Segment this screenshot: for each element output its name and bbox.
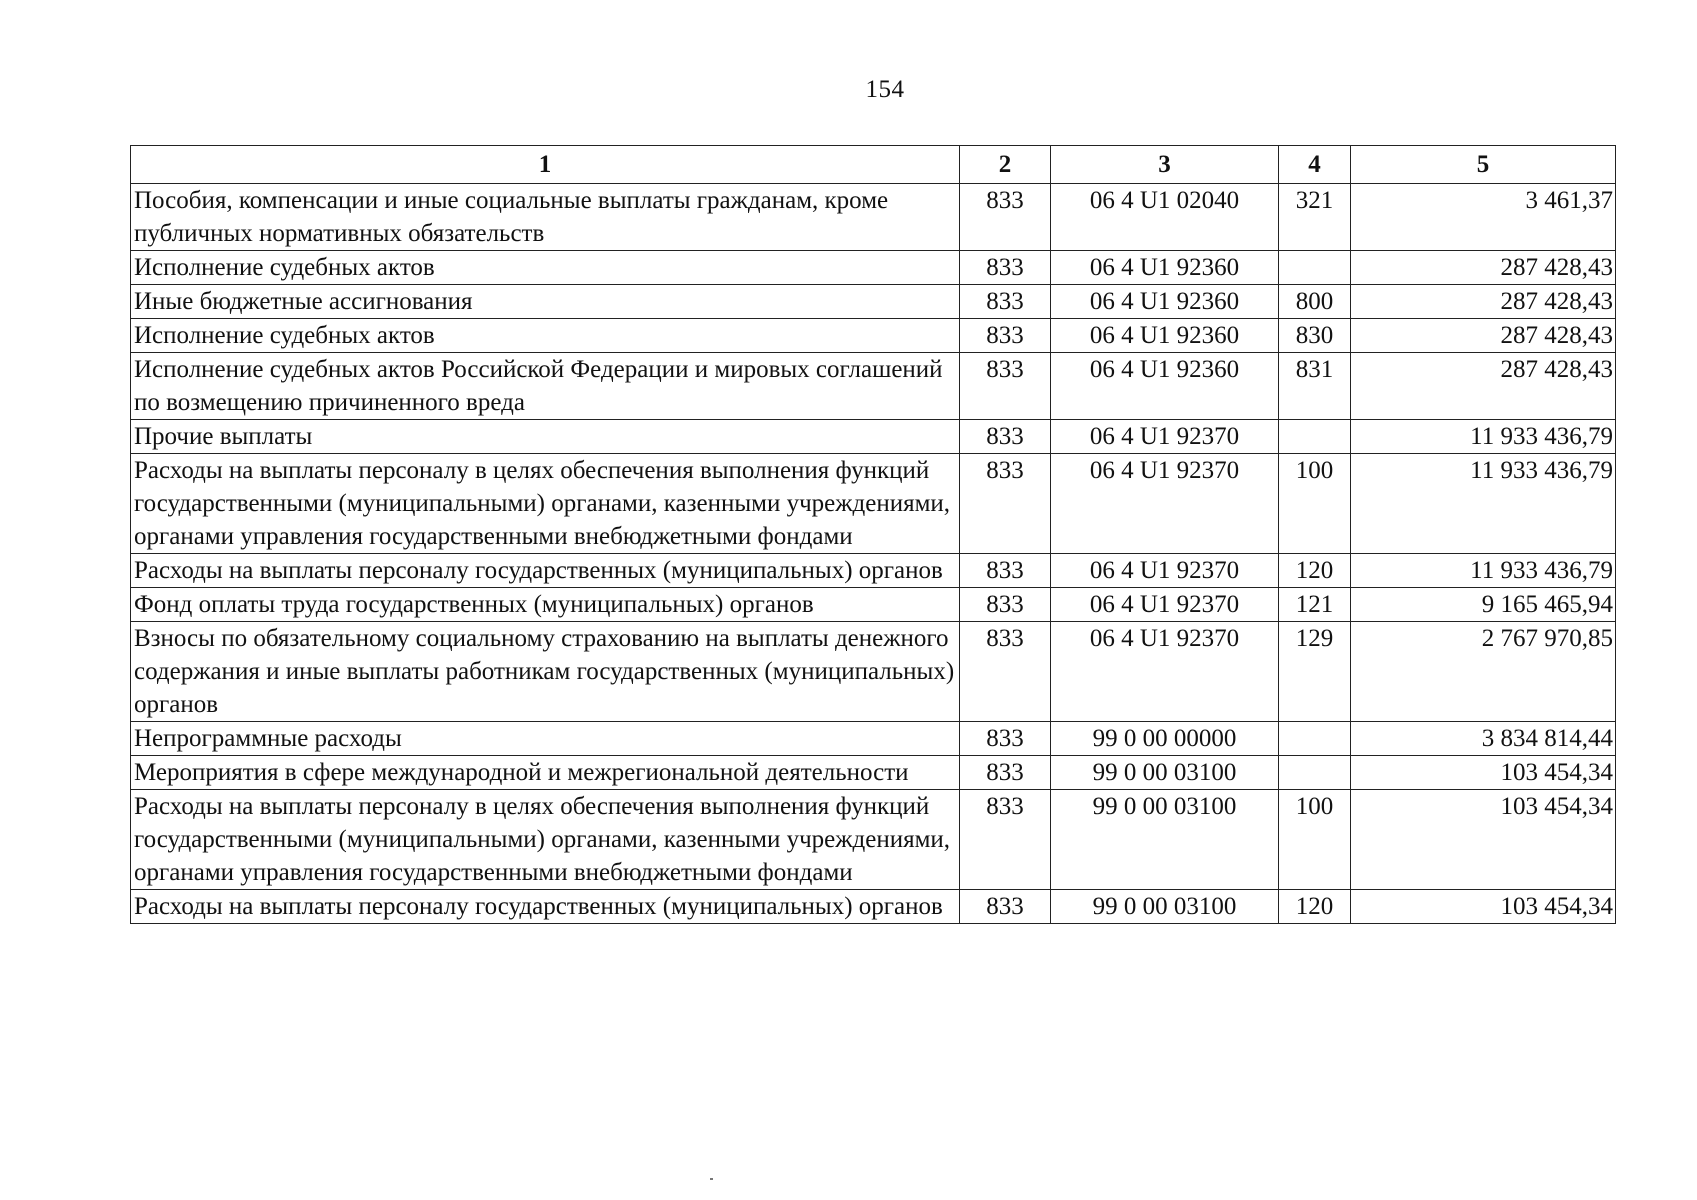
cell-expense-type: 100 (1279, 454, 1351, 554)
cell-target-article: 06 4 U1 92360 (1051, 285, 1279, 319)
cell-amount: 3 461,37 (1351, 184, 1616, 251)
table-row (131, 420, 1616, 454)
cell-name: Исполнение судебных актов (131, 319, 960, 353)
cell-name: Исполнение судебных актов Российской Федерации и мировых соглашений по возмещению причиненного вреда (131, 353, 960, 420)
cell-target-article: 99 0 00 03100 (1051, 890, 1279, 924)
cell-target-article: 06 4 U1 92360 (1051, 251, 1279, 285)
cell-expense-type (1279, 722, 1351, 756)
table-body (131, 184, 1616, 924)
header-col-3: 3 (1051, 146, 1279, 184)
cell-amount: 9 165 465,94 (1351, 588, 1616, 622)
cell-name: Непрограммные расходы (131, 722, 960, 756)
header-col-1: 1 (131, 146, 960, 184)
cell-expense-type: 800 (1279, 285, 1351, 319)
cell-target-article: 06 4 U1 92370 (1051, 554, 1279, 588)
table-row (131, 722, 1616, 756)
cell-name: Мероприятия в сфере международной и межрегиональной деятельности (131, 756, 960, 790)
cell-name: Фонд оплаты труда государственных (муниципальных) органов (131, 588, 960, 622)
cell-name: Взносы по обязательному социальному страхованию на выплаты денежного содержания и иные выплаты работникам государственных (муниципальных) органов (131, 622, 960, 722)
cell-name: Расходы на выплаты персоналу в целях обеспечения выполнения функций государственными (муниципальными) органами, казенными учреждениями, органами управления государственными внебюджетными фондами (131, 790, 960, 890)
cell-name: Прочие выплаты (131, 420, 960, 454)
cell-target-article: 06 4 U1 92360 (1051, 353, 1279, 420)
cell-code: 833 (960, 890, 1051, 924)
cell-code: 833 (960, 588, 1051, 622)
cell-amount: 11 933 436,79 (1351, 420, 1616, 454)
table-row (131, 622, 1616, 722)
cell-expense-type: 120 (1279, 554, 1351, 588)
cell-name: Пособия, компенсации и иные социальные выплаты гражданам, кроме публичных нормативных обязательств (131, 184, 960, 251)
cell-name: Расходы на выплаты персоналу государственных (муниципальных) органов (131, 890, 960, 924)
cell-target-article: 06 4 U1 92370 (1051, 454, 1279, 554)
cell-amount: 3 834 814,44 (1351, 722, 1616, 756)
budget-table (130, 145, 1616, 924)
cell-name: Исполнение судебных актов (131, 251, 960, 285)
cell-expense-type: 120 (1279, 890, 1351, 924)
table-row (131, 319, 1616, 353)
table-row (131, 588, 1616, 622)
cell-code: 833 (960, 554, 1051, 588)
cell-code: 833 (960, 319, 1051, 353)
cell-code: 833 (960, 790, 1051, 890)
cell-expense-type: 129 (1279, 622, 1351, 722)
table-row (131, 756, 1616, 790)
scan-speck (710, 1178, 713, 1180)
cell-code: 833 (960, 622, 1051, 722)
page-number: 154 (865, 76, 905, 103)
cell-amount: 287 428,43 (1351, 353, 1616, 420)
cell-name: Расходы на выплаты персоналу государственных (муниципальных) органов (131, 554, 960, 588)
cell-target-article: 06 4 U1 92370 (1051, 588, 1279, 622)
cell-amount: 287 428,43 (1351, 251, 1616, 285)
table-row (131, 184, 1616, 251)
cell-code: 833 (960, 756, 1051, 790)
cell-amount: 287 428,43 (1351, 319, 1616, 353)
cell-amount: 287 428,43 (1351, 285, 1616, 319)
cell-code: 833 (960, 285, 1051, 319)
table-row (131, 353, 1616, 420)
cell-expense-type: 831 (1279, 353, 1351, 420)
table-row (131, 554, 1616, 588)
cell-code: 833 (960, 454, 1051, 554)
cell-target-article: 06 4 U1 02040 (1051, 184, 1279, 251)
cell-code: 833 (960, 251, 1051, 285)
cell-expense-type (1279, 251, 1351, 285)
header-row (131, 146, 1616, 184)
header-col-2: 2 (960, 146, 1051, 184)
cell-target-article: 06 4 U1 92370 (1051, 420, 1279, 454)
cell-expense-type (1279, 420, 1351, 454)
header-col-5: 5 (1351, 146, 1616, 184)
cell-expense-type: 321 (1279, 184, 1351, 251)
cell-code: 833 (960, 722, 1051, 756)
cell-expense-type: 121 (1279, 588, 1351, 622)
cell-target-article: 06 4 U1 92360 (1051, 319, 1279, 353)
cell-amount: 103 454,34 (1351, 756, 1616, 790)
cell-target-article: 06 4 U1 92370 (1051, 622, 1279, 722)
table-row (131, 890, 1616, 924)
cell-amount: 2 767 970,85 (1351, 622, 1616, 722)
cell-expense-type: 100 (1279, 790, 1351, 890)
table-row (131, 454, 1616, 554)
cell-target-article: 99 0 00 03100 (1051, 756, 1279, 790)
cell-code: 833 (960, 353, 1051, 420)
cell-target-article: 99 0 00 00000 (1051, 722, 1279, 756)
cell-name: Расходы на выплаты персоналу в целях обеспечения выполнения функций государственными (муниципальными) органами, казенными учреждениями, органами управления государственными внебюджетными фондами (131, 454, 960, 554)
table-row (131, 251, 1616, 285)
cell-expense-type: 830 (1279, 319, 1351, 353)
table-row (131, 285, 1616, 319)
cell-amount: 103 454,34 (1351, 890, 1616, 924)
cell-amount: 11 933 436,79 (1351, 554, 1616, 588)
cell-expense-type (1279, 756, 1351, 790)
cell-target-article: 99 0 00 03100 (1051, 790, 1279, 890)
table-row (131, 790, 1616, 890)
cell-amount: 11 933 436,79 (1351, 454, 1616, 554)
cell-code: 833 (960, 184, 1051, 251)
header-col-4: 4 (1279, 146, 1351, 184)
table-header (131, 146, 1616, 184)
cell-amount: 103 454,34 (1351, 790, 1616, 890)
cell-code: 833 (960, 420, 1051, 454)
cell-name: Иные бюджетные ассигнования (131, 285, 960, 319)
